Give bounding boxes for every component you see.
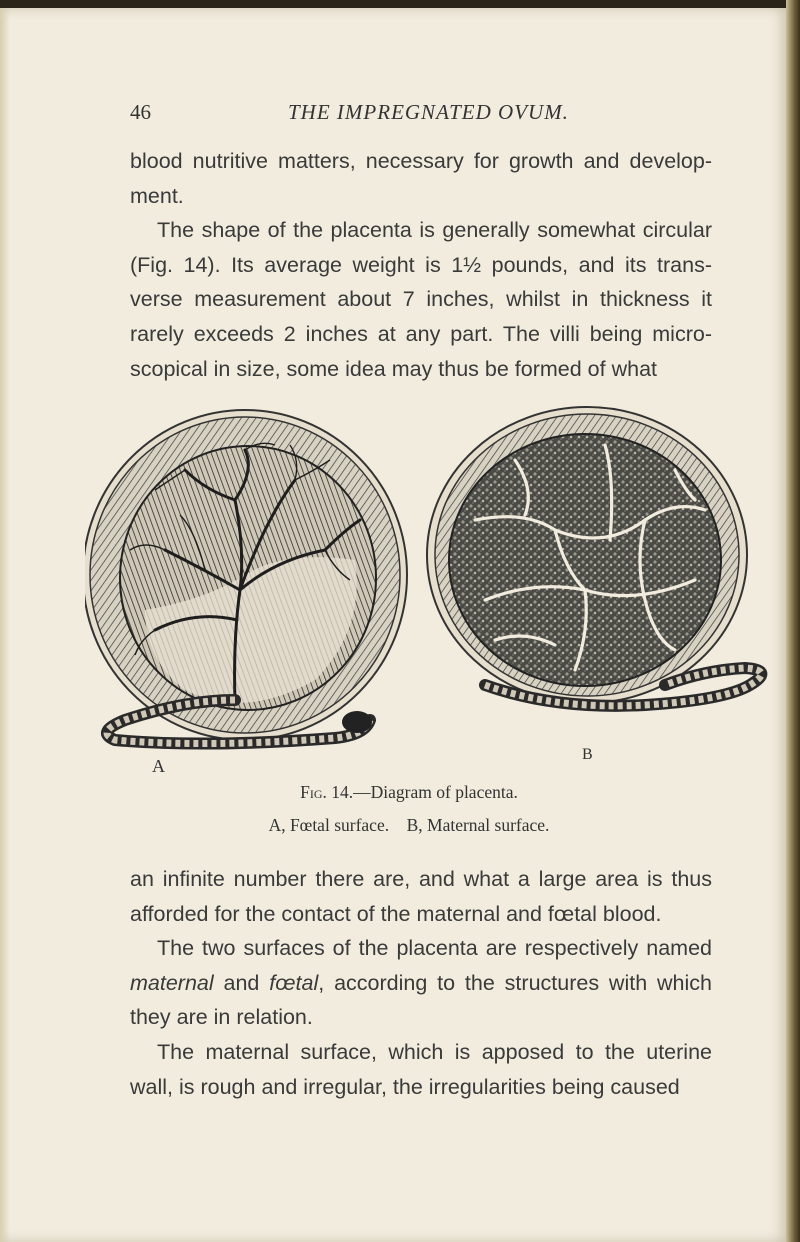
page-edge	[786, 0, 800, 1242]
placenta-figure	[85, 400, 775, 780]
figure-title: —Diagram of placenta.	[353, 782, 518, 802]
figure-label-b: B	[582, 746, 593, 763]
page-header	[130, 100, 650, 132]
figure-caption	[0, 782, 788, 803]
figure-label-a: A	[152, 756, 165, 776]
paragraph: The maternal surface, which is apposed to the uterine wall, is rough and irregular, the irregularities being caused	[130, 1039, 712, 1099]
fetal-surface-drawing	[85, 410, 407, 744]
text-run: The two surfaces of the placenta are respectively named	[157, 936, 712, 961]
figure-subcaption: A, Fœtal surface. B, Maternal surface.	[268, 815, 550, 835]
paragraph: blood nutritive matters, necessary for growth and develop-ment.	[130, 149, 712, 208]
paragraph: an infinite number there are, and what a large area is thus afforded for the contact of the maternal and fœtal blood.	[130, 867, 712, 926]
text-run: and	[213, 970, 270, 995]
body-text-top	[130, 144, 712, 386]
running-title: THE IMPREGNATED OVUM.	[288, 100, 569, 124]
maternal-surface-drawing	[427, 407, 761, 706]
placenta-illustration	[85, 400, 775, 750]
paragraph: The shape of the placenta is generally somewhat circular (Fig. 14). Its average weight is 1½ pounds, and its trans-verse measurement about 7 inches, whilst in thickness it rarely exceeds 2 inches at any part. The villi being micro-scopical in size, some idea may thus be formed of what	[130, 218, 712, 381]
paragraph	[130, 931, 712, 1035]
emphasis-foetal: fœtal	[269, 970, 319, 995]
page-gutter	[0, 8, 10, 1242]
body-text-bottom	[130, 862, 712, 1104]
text-run: , according to the structures with which they are in relation.	[130, 970, 712, 1030]
page-number: 46	[130, 100, 151, 124]
emphasis-maternal: maternal	[130, 970, 214, 995]
figure-number: Fig. 14.	[300, 782, 354, 802]
